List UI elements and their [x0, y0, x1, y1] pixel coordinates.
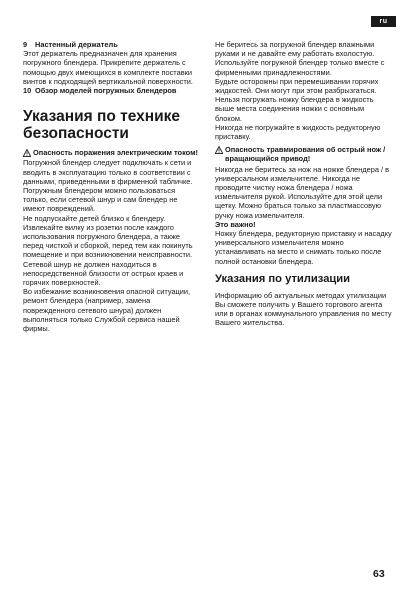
electric-shock-warning [23, 148, 201, 157]
item-10-number: 10 [23, 86, 32, 96]
knife-injury-warning [215, 145, 393, 163]
left-column [23, 40, 201, 333]
safety-paragraph: Нельзя погружать ножку блендера в жидкость выше места соединения ножки с основным блоком. [215, 95, 374, 123]
disposal-text: Информацию об актуальных методах утилизации Вы сможете получить у Вашего торгового агента или в органах коммунального управления по месту Вашего жительства. [215, 290, 392, 328]
safety-paragraph: Никогда не беритесь за нож на ножке блендера / в универсальном измельчителе. Никогда не проводите чистку ножа блендера / ножа измельчителя рукой. Используйте для этой цели щетку. Можно браться только за пластмассовую ручку ножа измельчителя. [215, 164, 390, 220]
important-label: Это важно! [215, 219, 256, 229]
safety-paragraph: Погружным блендером можно пользоваться только, если сетевой шнур и сам блендер не имеют повреждений. [23, 186, 178, 214]
important-text: Ножку блендера, редукторную приставку и насадку универсального измельчителя можно устанавливать на место и снимать только после полной остановки блендера. [215, 229, 392, 266]
item-9-header [23, 40, 201, 49]
warning-triangle-icon [23, 148, 33, 157]
safety-heading: Указания по технике безопасности [23, 108, 181, 142]
knife-injury-warning-text: Опасность травмирования об острый нож / вращающийся привод! [225, 145, 386, 164]
disposal-heading: Указания по утилизации [215, 272, 351, 285]
safety-paragraph: Будьте осторожны при перемешивании горячих жидкостей. Они могут при этом разбрызгаться. [215, 76, 379, 96]
safety-paragraph: Во избежание возникновения опасной ситуации, ремонт блендера (например, замена поврежденного сетевого шнура) должен выполняться только Службой сервиса нашей фирмы. [23, 287, 191, 334]
safety-paragraph: Не беритесь за погружной блендер влажными руками и не давайте ему работать вхолостую. [215, 40, 375, 59]
item-9-title: Настенный держатель [35, 40, 118, 49]
safety-paragraph: Сетевой шнур не должен находиться в непосредственной близости от острых краев и горячих поверхностей. [23, 259, 184, 288]
safety-paragraph: Используйте погружной блендер только вместе с фирменными принадлежностями. [215, 58, 385, 77]
right-column [215, 40, 393, 328]
warning-triangle-icon [215, 145, 225, 163]
item-10-header [23, 86, 201, 95]
electric-shock-warning-text: Опасность поражения электрическим током! [33, 148, 199, 158]
page-number: 63 [373, 568, 385, 580]
safety-paragraph: Никогда не погружайте в жидкость редукторную приставку. [215, 122, 381, 142]
language-badge: ru [371, 16, 396, 27]
safety-paragraph: Не подпускайте детей близко к блендеру. [23, 213, 166, 223]
safety-paragraph: Погружной блендер следует подключать к сети и вводить в эксплуатацию только в соответствии с данными, приведенными в фирменной табличке. [23, 158, 193, 186]
item-9-body: Этот держатель предназначен для хранения погружного блендера. Прикрепите держатель с помощью двух имеющихся в комплекте поставки винтов к подходящей вертикальной поверхности. [23, 49, 193, 86]
safety-paragraph: Извлекайте вилку из розетки после каждого использования погружного блендера, а также перед чисткой и сборкой, перед тем как покинуть помещение и при возникновении неисправности. [23, 222, 193, 260]
item-9-number: 9 [23, 40, 28, 49]
item-10-title: Обзор моделей погружных блендеров [35, 86, 177, 96]
